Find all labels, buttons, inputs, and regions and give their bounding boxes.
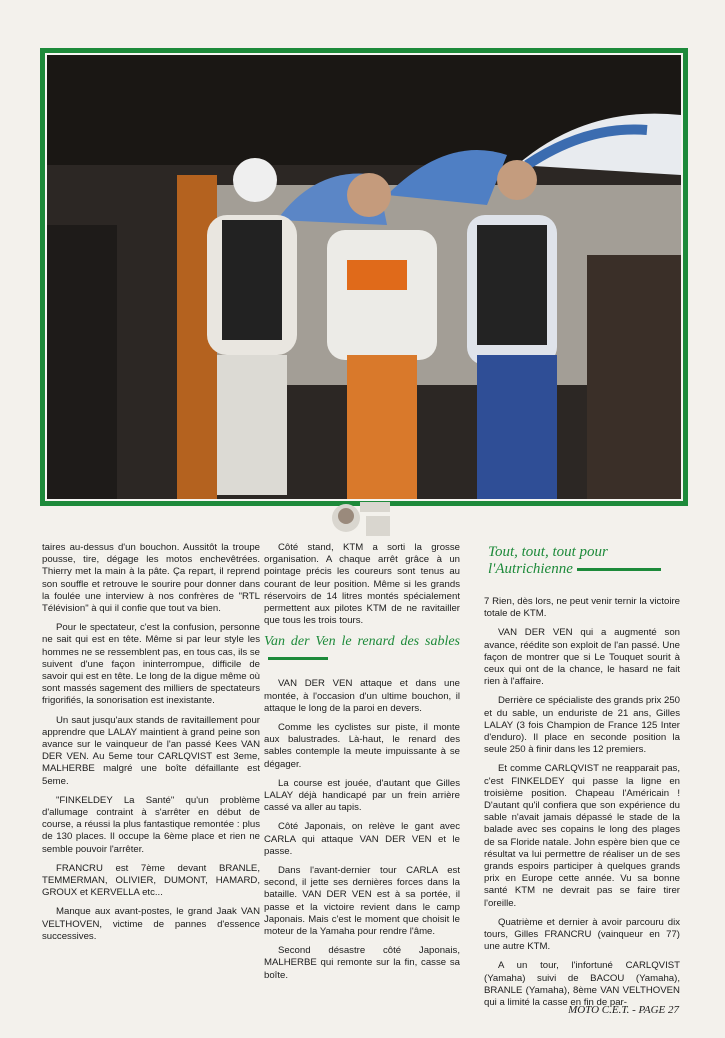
section-heading: Van der Ven le renard des sables <box>264 634 460 666</box>
paragraph: FRANCRU est 7ème devant BRANLE, TEMMERMAN, OLIVIER, DUMONT, HAMARD, GROUX et KERVELLA etc... <box>42 862 260 899</box>
paragraph: "FINKELDEY La Santé" qu'un problème d'allumage contraint à s'arrêter en début de course, a réussi la plus fantastique remontée : plus de 130 places. Il occupe la 6ème place et rien ne semble pouvoir l'arrêter. <box>42 794 260 855</box>
paragraph: taires au-dessus d'un bouchon. Aussitôt la troupe pousse, tire, dégage les motos enchevêtrées. Thierry met la main à la pâte. Ça repart, il reprend son souffle et retrouve le sourire pour donner dans la foulée une interview à nos confrères de "RTL Télévision" à qui il confie que tout va bien. <box>42 542 260 615</box>
paragraph: Un saut jusqu'aux stands de ravitaillement pour apprendre que LALAY maintient à grand peine son avance sur le vainqueur de l'an passé Kees VAN DER VEN. Au 5eme tour CARLQVIST est 3eme, MALHERBE malgré une boîte défaillante est 5eme. <box>42 714 260 787</box>
paragraph: VAN DER VEN qui a augmenté son avance, réédite son exploit de l'an passé. Une façon de montrer que si Le Touquet sourit à ceux qui ont de la chance, le hasard ne fait rien à l'affaire. <box>484 627 680 688</box>
photo-frame <box>40 48 688 506</box>
paragraph: Second désastre côté Japonais, MALHERBE qui remonte sur la fin, casse sa boîte. <box>264 945 460 981</box>
podium-photo <box>45 53 683 501</box>
column-1 <box>42 542 260 950</box>
page-folio: MOTO C.E.T. - PAGE 27 <box>568 1004 679 1016</box>
section-heading: Tout, tout, tout pour l'Autrichienne <box>488 544 688 578</box>
column-2 <box>264 542 460 989</box>
paragraph: Côté stand, KTM a sorti la grosse organisation. A chaque arrêt grâce à un pointage précis les coureurs sont tenus au courant de leur position. Même si les grands réservoirs de 14 litres montés spécialement permettent aux pilotes KTM de ne ravitailler que tous les trois tours. <box>264 542 460 627</box>
paragraph: Pour le spectateur, c'est la confusion, personne ne sait qui est en tête. Même si par leur style les hommes ne se ressemblent pas, en tous cas, ils se suivent d'une façon ininterrompue, difficile de savoir qui est en tête. Le long de la digue même où sont massés sagement des milliers de spectateurs frigorifiés, la sonorisation est inexistante. <box>42 622 260 707</box>
paragraph: VAN DER VEN attaque et dans une montée, à l'occasion d'un ultime bouchon, il attaque le long de la paroi en devers. <box>264 678 460 714</box>
paragraph: La course est jouée, d'autant que Gilles LALAY déjà handicapé par un frein arrière cassé va aller au tapis. <box>264 777 460 814</box>
paragraph: Dans l'avant-dernier tour CARLA est second, il jette ses dernières forces dans la bataille. VAN DER VEN est à sa portée, il passe et la victoire revient dans le camp Japonais. Mais c'est le moment que choisit le moteur de la Yamaha pour rendre l'âme. <box>264 865 460 938</box>
paragraph: Comme les cyclistes sur piste, il monte aux balustrades. Là-haut, le renard des sables contemple la meute impuissante à se dégager. <box>264 722 460 770</box>
paragraph: Côté Japonais, on relève le gant avec CARLA qui attaque VAN DER VEN et le passe. <box>264 821 460 857</box>
paragraph: Quatrième et dernier à avoir parcouru dix tours, Gilles FRANCRU (vainqueur en 77) une autre KTM. <box>484 916 680 953</box>
paragraph: 7 Rien, dès lors, ne peut venir ternir la victoire totale de KTM. <box>484 596 680 620</box>
paragraph: Derrière ce spécialiste des grands prix 250 et du sable, un enduriste de 21 ans, Gilles LALAY (3 fois Champion de France 125 Inter d'enduro). Il place en seconde position la seule 250 à finir dans les 12 premiers. <box>484 695 680 756</box>
paragraph: Manque aux avant-postes, le grand Jaak VAN VELTHOVEN, victime de pannes d'essence successives. <box>42 906 260 942</box>
paragraph: A un tour, l'infortuné CARLQVIST (Yamaha) suivi de BACOU (Yamaha), BRANLE (Yamaha), 8ème VAN VELTHOVEN qui a limité la casse en fin de par- <box>484 960 680 1009</box>
column-3 <box>484 596 680 1016</box>
moto-cet-logo <box>330 496 396 542</box>
paragraph: Et comme CARLQVIST ne reapparait pas, c'est FINKELDEY qui passe la ligne en troisième position. Chapeau l'Américain ! D'autant qu'il confiera que son expérience du sable n'avait jamais dépassé le stade de la balade avec ses copains le long des plages de sa Floride natale. John espère bien que ce résultat va lui permettre de réaliser un de ses grands espoirs participer à quelques grands prix en Europe cette année. Vu sa bonne santé KTM ne devrait pas se faire tirer l'oreille. <box>484 763 680 909</box>
